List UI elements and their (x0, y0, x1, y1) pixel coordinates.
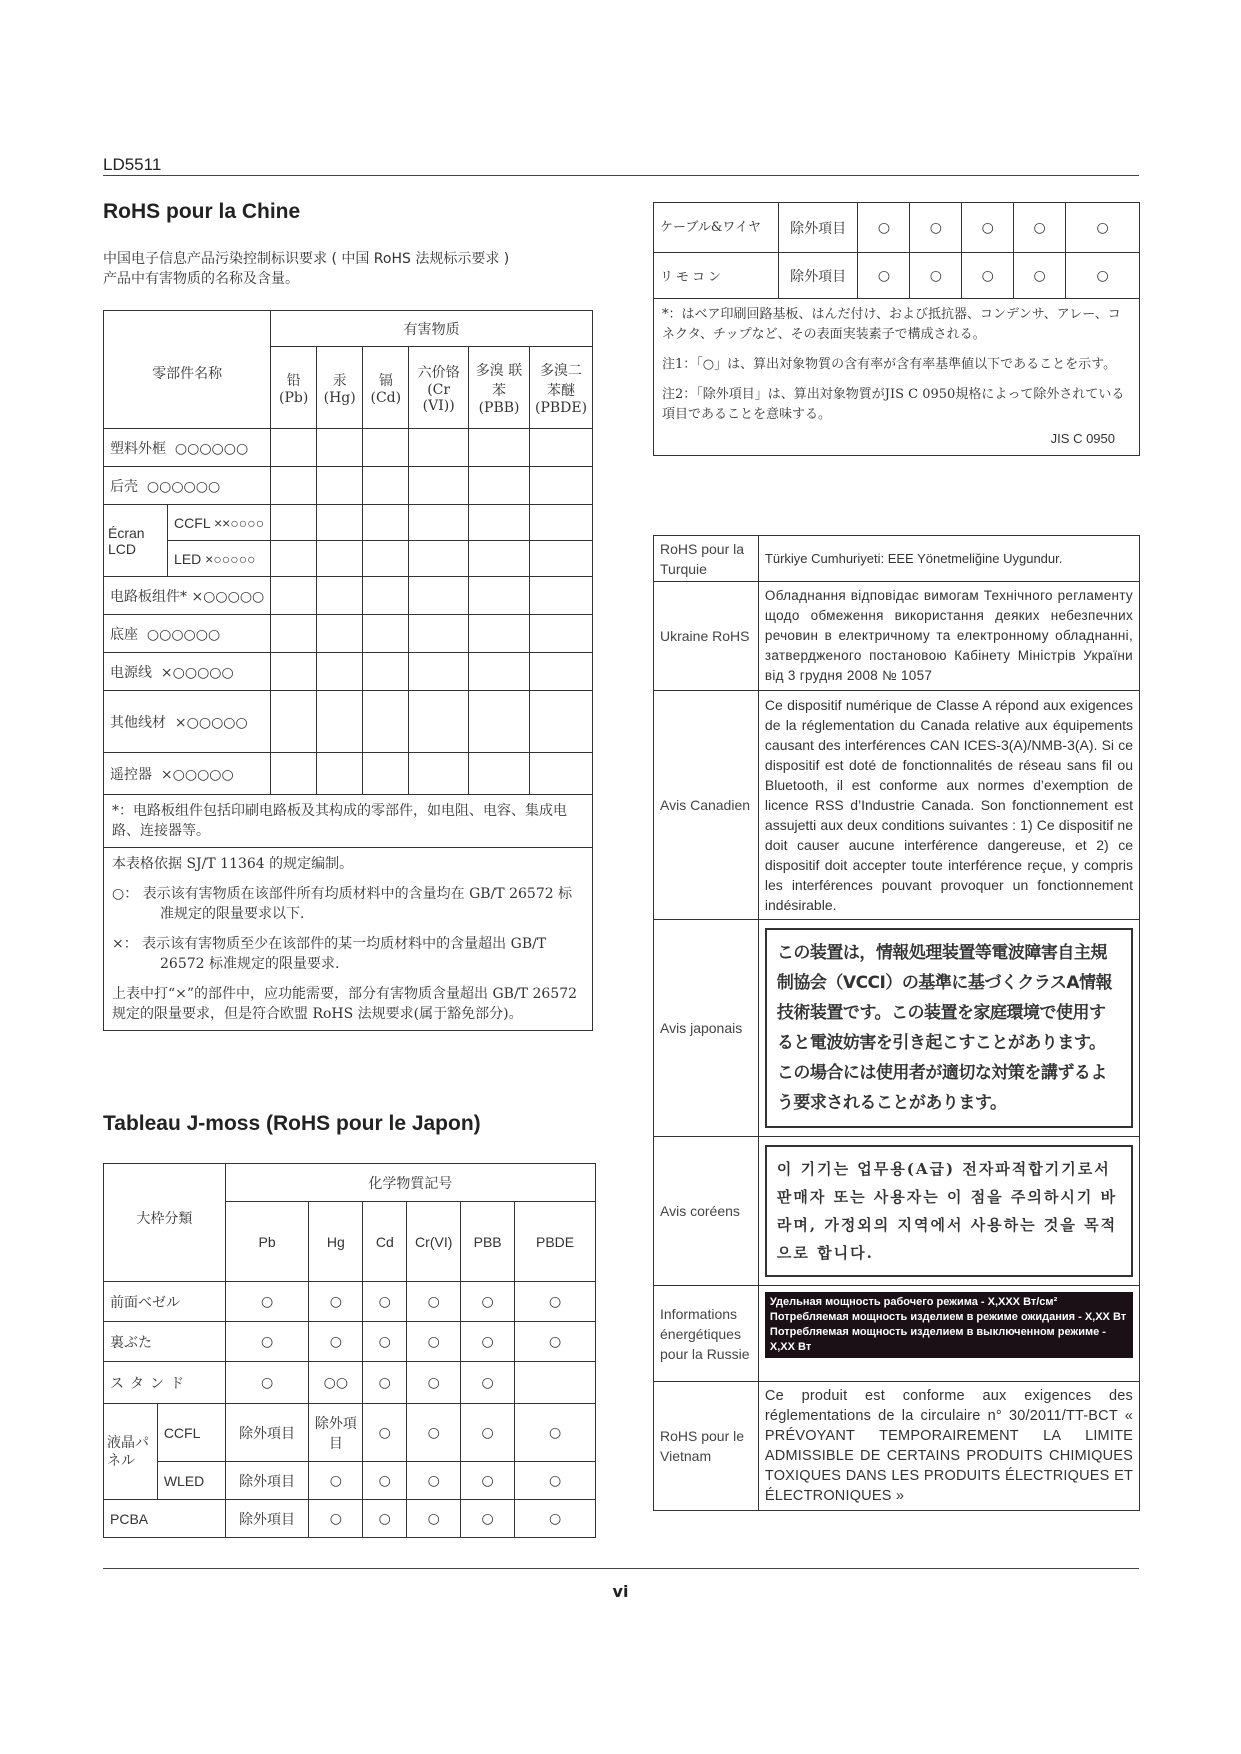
row-label: 前面ベゼル (104, 1282, 226, 1322)
china-note-star: *：电路板组件包括印刷电路板及其构成的零部件，如电阻、电容、集成电路、连接器等。 (104, 795, 593, 848)
table-row: ケーブル&ワイヤ 除外項目 ○ ○ ○ ○ ○ (654, 203, 1140, 253)
table-row (104, 467, 593, 505)
turkey-text: Türkiye Cumhuriyeti: EEE Yönetmeliğine Uygundur. (758, 536, 1139, 582)
table-row (104, 653, 593, 691)
table-row (654, 1137, 1140, 1286)
table-row (654, 1286, 1140, 1382)
table-row (654, 691, 1140, 920)
china-note-exempt: 上表中打“×”的部件中，应功能需要，部分有害物质含量超出 GB/T 26572 规定的限量要求，但是符合欧盟 RoHS 法规要求(属于豁免部分)。 (112, 986, 578, 1022)
regional-compliance-table (653, 535, 1140, 1511)
model-number: LD5511 (103, 155, 162, 174)
row-label: CCFL ××○○○○ (168, 505, 271, 541)
column-hg: 汞 (Hg) (317, 347, 363, 429)
china-note-o: ○： 表示该有害物质在该部件所有均质材料中的含量均在 GB/T 26572 标准规定的限量要求以下. (112, 886, 573, 922)
china-rohs-title: RoHS pour la Chine (103, 200, 301, 223)
vcci-notice-image: この装置は，情報処理装置等電波障害自主規制協会（VCCI）の基準に基づくクラスA情報技術装置です。この装置を家庭環境で使用すると電波妨害を引き起こすことがあります。この場合には使用者が適切な対策を講ずるよう要求されることがあります。 (765, 928, 1133, 1128)
column-pbde: 多溴二 苯醚 (PBDE) (530, 347, 593, 429)
ecran-lcd-label: Écran LCD (104, 505, 168, 577)
canada-label: Avis Canadien (654, 691, 759, 920)
row-label: PCBA (104, 1500, 226, 1538)
part-name-header: 零部件名称 (104, 311, 271, 429)
row-label: リモコン (654, 253, 779, 299)
jcol-cr6: Cr(VI) (407, 1202, 461, 1282)
table-row: 前面ベゼル ○ ○ ○ ○ ○ ○ (104, 1282, 596, 1322)
row-label: ケーブル&ワイヤ (654, 203, 779, 253)
table-row (654, 920, 1140, 1137)
row-label: WLED (157, 1462, 225, 1500)
ukraine-text: Обладнання відповідає вимогам Технічного регламенту щодо обмеження використання деяких небезпечних речовин в електричному та електронному обладнанні, затвердженого постановою Кабінету Міністрів України від 3 грудня 2008 № 1057 (758, 582, 1139, 691)
canada-text: Ce dispositif numérique de Classe A répond aux exigences de la réglementation du Canada relative aux équipements causant des interférences CAN ICES-3(A)/NMB-3(A). Si ce dispositif est doté de fonctionnalités de réseau sans fil ou Bluetooth, il est conforme aux normes d’exemption de licence RSS d’Industrie Canada. Son fonctionnement est assujetti aux deux conditions suivantes : 1) Ce dispositif ne doit causer aucune interférence dangereuse, et 2) ce dispositif doit accepter toute interférence reçue, y compris les interférences pouvant provoquer un fonctionnement indésirable. (758, 691, 1139, 920)
china-note-x: ×： 表示该有害物质至少在该部件的某一均质材料中的含量超出 GB/T 26572 标准规定的限量要求. (112, 936, 547, 972)
vietnam-label: RoHS pour le Vietnam (654, 1382, 759, 1511)
column-cr6: 六价铬 (Cr (VI)) (409, 347, 469, 429)
jmoss-note-star: *：はベア印刷回路基板、はんだ付け、および抵抗器、コンデンサ、アレー、コネクタ、チップなど、その表面実装素子で構成される。 (662, 307, 1121, 342)
china-note-basis: 本表格依据 SJ/T 11364 的规定编制。 (112, 856, 354, 872)
table-row (104, 429, 593, 467)
table-row (654, 1382, 1140, 1511)
class-header: 大枠分類 (104, 1164, 226, 1282)
jcol-pbb: PBB (461, 1202, 515, 1282)
ukraine-label: Ukraine RoHS (654, 582, 759, 691)
table-row: リモコン 除外項目 ○ ○ ○ ○ ○ (654, 253, 1140, 299)
china-notes (104, 848, 593, 1031)
row-label: 塑料外框 ○○○○○○ (104, 429, 271, 467)
jmoss-table-continued (653, 202, 1140, 456)
jmoss-note-1: 注1：「○」は、算出対象物質の含有率が含有率基準値以下であることを示す。 (662, 357, 1117, 372)
page-number: vi (612, 1582, 629, 1601)
china-intro-line1: 中国电子信息产品污染控制标识要求 ( 中国 RoHS 法规标示要求 ) (103, 251, 510, 267)
column-pbb: 多溴 联苯 (PBB) (468, 347, 529, 429)
header-divider (103, 175, 1139, 176)
panel-label: 液晶パネル (104, 1404, 158, 1500)
vietnam-text: Ce produit est conforme aux exigences des réglementations de la circulaire n° 30/2011/TT-BCT « PRÉVOYANT TEMPORAIREMENT LA LIMITE ADMISSIBLE DE CERTAINS PRODUITS CHIMIQUES TOXIQUES DANS LES PRODUITS ÉLECTRIQUES ET ÉLECTRONIQUES » (758, 1382, 1139, 1511)
table-row (104, 577, 593, 615)
table-row (104, 615, 593, 653)
jcol-pb: Pb (225, 1202, 309, 1282)
row-label: 其他线材 ×○○○○○ (104, 691, 271, 753)
jcol-cd: Cd (363, 1202, 407, 1282)
japan-notice-label: Avis japonais (654, 920, 759, 1137)
table-row: WLED 除外項目 ○ ○ ○ ○ ○ (104, 1462, 596, 1500)
turkey-label: RoHS pour la Turquie (654, 536, 759, 582)
column-cd: 镉 (Cd) (363, 347, 409, 429)
hazard-substance-header: 有害物质 (271, 311, 593, 347)
china-rohs-table (103, 310, 593, 1031)
korea-notice-image: 이 기기는 업무용(A급) 전자파적합기기로서 판매자 또는 사용자는 이 점을 주의하시기 바라며, 가정외의 지역에서 사용하는 것을 목적으로 합니다. (765, 1145, 1133, 1277)
table-row (104, 753, 593, 795)
chem-symbol-header: 化学物質記号 (225, 1164, 595, 1202)
japan-jmoss-title: Tableau J-moss (RoHS pour le Japon) (103, 1112, 481, 1135)
table-row (654, 536, 1140, 582)
table-row (104, 505, 593, 541)
table-row (104, 691, 593, 753)
korea-notice-label: Avis coréens (654, 1137, 759, 1286)
jis-reference: JIS C 0950 (1050, 431, 1115, 446)
china-intro-line2: 产品中有害物质的名称及含量。 (103, 271, 299, 287)
jmoss-table (103, 1163, 596, 1538)
row-label: 遥控器 ×○○○○○ (104, 753, 271, 795)
table-row: スタンド ○ ○○ ○ ○ ○ (104, 1362, 596, 1404)
russia-label: Informations énergétiques pour la Russie (654, 1286, 759, 1382)
table-row: PCBA 除外項目 ○ ○ ○ ○ ○ (104, 1500, 596, 1538)
row-label: スタンド (104, 1362, 226, 1404)
jmoss-notes (654, 299, 1140, 456)
row-label: LED ×○○○○○ (168, 541, 271, 577)
table-row: 裏ぶた ○ ○ ○ ○ ○ ○ (104, 1322, 596, 1362)
column-pb: 铅 (Pb) (271, 347, 317, 429)
china-rohs-intro (103, 249, 593, 289)
table-row: 液晶パネル CCFL 除外項目 除外項目 ○ ○ ○ ○ (104, 1404, 596, 1462)
jcol-pbde: PBDE (515, 1202, 596, 1282)
row-label: 底座 ○○○○○○ (104, 615, 271, 653)
row-label: CCFL (157, 1404, 225, 1462)
jcol-hg: Hg (309, 1202, 363, 1282)
row-label: 电路板组件* ×○○○○○ (104, 577, 271, 615)
table-row (654, 582, 1140, 691)
jmoss-note-2: 注2：「除外項目」は、算出対象物質がJIS C 0950規格によって除外されている項目であることを意味する。 (662, 387, 1125, 422)
row-label: 裏ぶた (104, 1322, 226, 1362)
russia-energy-image: Удельная мощность рабочего режима - X,XXX Вт/см² Потребляемая мощность изделием в режиме ожидания - X,XX Вт Потребляемая мощность изделием в выключенном режиме - X,XX Вт (765, 1292, 1133, 1358)
row-label: 后壳 ○○○○○○ (104, 467, 271, 505)
row-label: 电源线 ×○○○○○ (104, 653, 271, 691)
table-row (104, 541, 593, 577)
footer-divider (103, 1568, 1139, 1569)
